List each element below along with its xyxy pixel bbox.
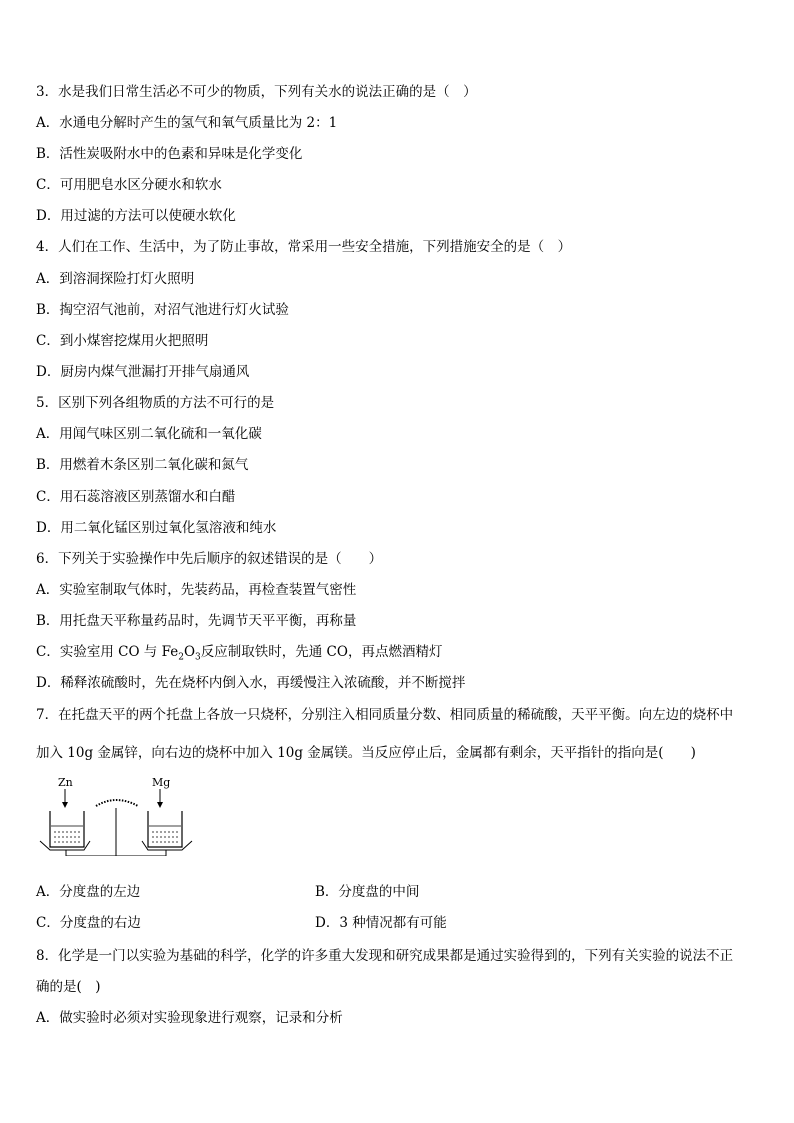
- right-beaker: [148, 811, 182, 847]
- q6-stem: 6．下列关于实验操作中先后顺序的叙述错误的是（ ）: [36, 551, 383, 567]
- q7-stem-line2: 加入 10g 金属锌，向右边的烧杯中加入 10g 金属镁。当反应停止后，金属都有剩余，天平指针的指向是( ): [36, 745, 696, 761]
- mg-label: Mg: [152, 776, 171, 789]
- q6-option-c: [36, 643, 442, 661]
- q8-stem-line2: 确的是( ): [36, 979, 101, 995]
- q5-stem: 5．区别下列各组物质的方法不可行的是: [36, 395, 275, 411]
- q7-option-b: B．分度盘的中间: [315, 884, 420, 900]
- zn-arrow-head: [62, 802, 68, 808]
- q4-option-d: D．厨房内煤气泄漏打开排气扇通风: [36, 364, 250, 380]
- q5-option-c: C．用石蕊溶液区别蒸馏水和白醋: [36, 489, 236, 505]
- q8-option-a: A．做实验时必须对实验现象进行观察，记录和分析: [36, 1010, 343, 1026]
- q5-option-a: A．用闻气味区别二氧化硫和一氧化碳: [36, 426, 262, 442]
- right-pan: [142, 841, 192, 850]
- q6-option-d: D．稀释浓硫酸时，先在烧杯内倒入水，再缓慢注入浓硫酸，并不断搅拌: [36, 675, 466, 691]
- dial-scale: [96, 800, 138, 806]
- q7-stem-line1: 7．在托盘天平的两个托盘上各放一只烧杯，分别注入相同质量分数、相同质量的稀硫酸，天平平衡。向左边的烧杯中: [36, 707, 734, 723]
- q8-stem-line1: 8．化学是一门以实验为基础的科学，化学的许多重大发现和研究成果都是通过实验得到的，下列有关实验的说法不正: [36, 948, 734, 964]
- q6-option-c-sub1: 2: [178, 652, 184, 663]
- q4-stem: 4．人们在工作、生活中，为了防止事故，常采用一些安全措施，下列措施安全的是（ ）: [36, 239, 572, 255]
- q3-option-c: C．可用肥皂水区分硬水和软水: [36, 177, 222, 193]
- q6-option-b: B．用托盘天平称量药品时，先调节天平平衡，再称量: [36, 613, 357, 629]
- right-liquid: [149, 826, 181, 842]
- q3-stem: 3．水是我们日常生活必不可少的物质，下列有关水的说法正确的是（ ）: [36, 84, 477, 100]
- balance-figure: [38, 776, 218, 856]
- zn-label: Zn: [58, 776, 73, 789]
- q7-option-a: A．分度盘的左边: [36, 884, 141, 900]
- q6-option-c-before: C．实验室用 CO 与 Fe: [36, 644, 179, 660]
- q7-option-c: C．分度盘的右边: [36, 915, 141, 931]
- mg-arrow-head: [157, 802, 163, 808]
- q6-option-c-after: 反应制取铁时，先通 CO，再点燃酒精灯: [200, 644, 443, 660]
- q7-option-d: D．3 种情况都有可能: [315, 915, 447, 931]
- q6-option-c-sub2: 3: [195, 652, 201, 663]
- q4-option-c: C．到小煤窖挖煤用火把照明: [36, 333, 209, 349]
- q5-option-b: B．用燃着木条区别二氧化碳和氮气: [36, 457, 249, 473]
- q3-option-d: D．用过滤的方法可以使硬水软化: [36, 208, 236, 224]
- q4-option-a: A．到溶洞探险打灯火照明: [36, 271, 195, 287]
- q4-option-b: B．掏空沼气池前，对沼气池进行灯火试验: [36, 302, 289, 318]
- q6-option-a: A．实验室制取气体时，先装药品，再检查装置气密性: [36, 582, 357, 598]
- q6-option-c-mid: O: [183, 644, 196, 660]
- q3-option-a: A．水通电分解时产生的氢气和氧气质量比为 2：1: [36, 115, 338, 131]
- q3-option-b: B．活性炭吸附水中的色素和异味是化学变化: [36, 146, 303, 162]
- q5-option-d: D．用二氧化锰区别过氧化氢溶液和纯水: [36, 520, 277, 536]
